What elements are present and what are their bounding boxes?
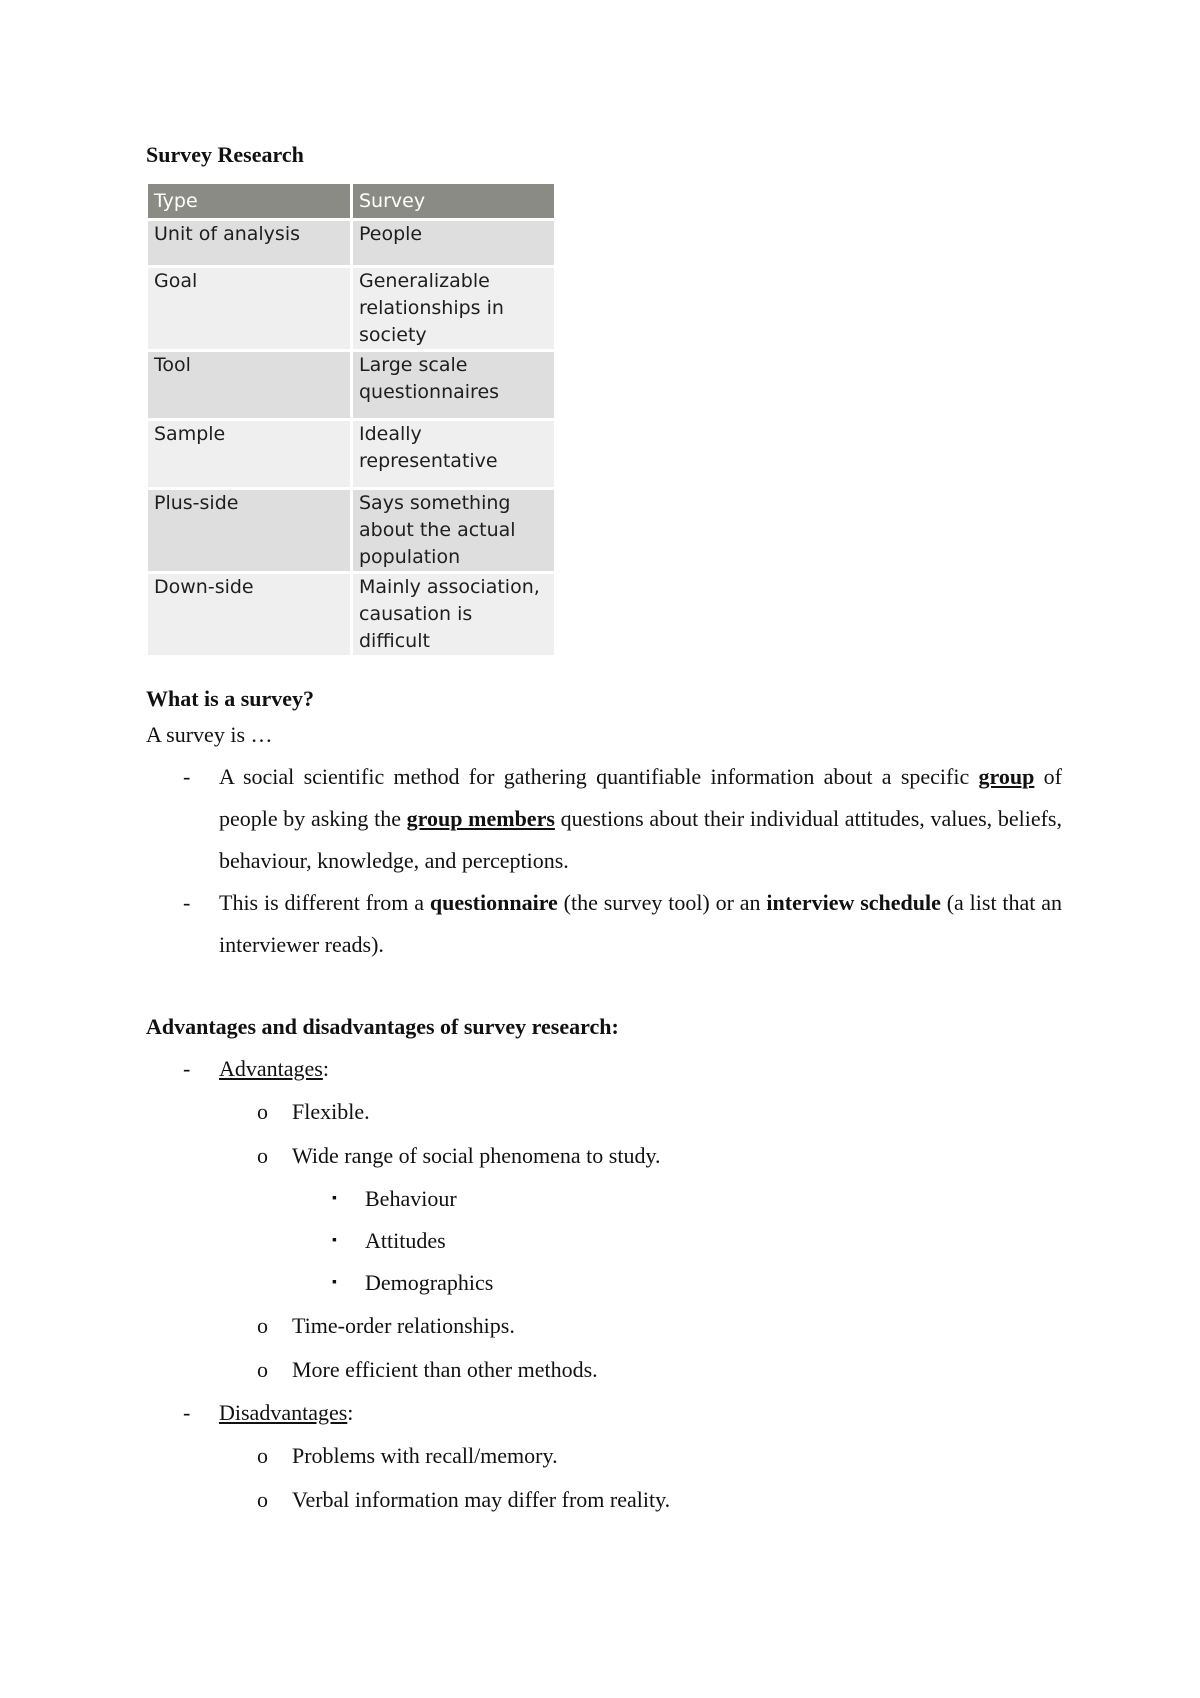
table-header-survey: Survey [353,184,554,218]
table-row [148,268,554,349]
page-title: Survey Research [146,142,304,167]
text-run: (the survey tool) or an [557,890,767,915]
table-cell: Generalizable relationships in society [353,268,554,349]
table-row [148,221,554,265]
colon: : [322,1056,329,1081]
table-cell: Unit of analysis [148,221,353,265]
table-header-type: Type [148,184,353,218]
table-cell: People [353,221,554,265]
advantages-label: Advantages [219,1056,323,1081]
emphasis-group-members: group members [406,806,555,831]
table-cell: Down-side [148,574,353,655]
emphasis-questionnaire: questionnaire [429,890,558,915]
dash-bullet: - [183,890,191,915]
item-text: Time-order relationships. [292,1313,515,1338]
list-item [219,1134,1062,1304]
advantages-disadvantages-list [146,1048,1062,1522]
list-item [219,1304,1062,1348]
text-run: (a list that an interviewer reads). [219,890,1062,957]
list-item [219,1434,1062,1478]
list-item [219,1090,1062,1134]
square-bullet: ▪ [332,1275,337,1290]
table-row [148,574,554,655]
disadvantages-sublist [219,1434,1062,1522]
list-item [292,1178,1062,1220]
item-text: Behaviour [365,1186,457,1211]
section-heading-advantages: Advantages and disadvantages of survey research: [146,1014,619,1039]
dash-bullet: - [183,1400,191,1425]
o-bullet: o [257,1443,268,1468]
table-cell: Tool [148,352,353,418]
table-row [148,352,554,418]
table-row [148,421,554,487]
survey-intro: A survey is … [146,722,273,747]
table-cell: Plus-side [148,490,353,571]
item-text: Attitudes [365,1228,446,1253]
list-item [219,1478,1062,1522]
table-cell: Large scale questionnaires [353,352,554,418]
item-text: Flexible. [292,1099,370,1124]
o-bullet: o [257,1099,268,1124]
list-item [146,882,1062,966]
square-bullet: ▪ [332,1191,337,1206]
table-cell: Sample [148,421,353,487]
disadvantages-label: Disadvantages [219,1400,348,1425]
item-text: Problems with recall/memory. [292,1443,558,1468]
o-bullet: o [257,1313,268,1338]
table-cell: Ideally representative [353,421,554,487]
document-page [146,140,1062,1522]
text-run: A social scientific method for gathering quantifiable information about a specific [219,764,979,789]
text-run: of people by asking the [219,764,1063,831]
dash-bullet: - [183,1056,191,1081]
definition-list [146,756,1062,966]
phenomena-sublist [292,1178,1062,1304]
item-text: Verbal information may differ from reality. [292,1487,671,1512]
dash-bullet: - [183,764,191,789]
text-run: This is different from a [219,890,430,915]
item-text: Demographics [365,1270,494,1295]
section-heading-what: What is a survey? [146,686,315,711]
list-item-disadvantages [146,1392,1062,1522]
list-item-advantages [146,1048,1062,1392]
item-text: More efficient than other methods. [292,1357,598,1382]
o-bullet: o [257,1143,268,1168]
colon: : [347,1400,354,1425]
item-text: Wide range of social phenomena to study. [292,1143,661,1168]
text-run: questions about their individual attitudes, values, beliefs, behaviour, knowledge, and perceptions. [219,806,1062,873]
o-bullet: o [257,1357,268,1382]
list-item [219,1348,1062,1392]
table-cell: Goal [148,268,353,349]
advantages-sublist [219,1090,1062,1392]
table-cell: Mainly association, causation is difficult [353,574,554,655]
table-row [148,490,554,571]
list-item [292,1220,1062,1262]
list-item [146,756,1062,882]
list-item [292,1262,1062,1304]
o-bullet: o [257,1487,268,1512]
table-header-row [148,184,554,218]
emphasis-interview-schedule: interview schedule [766,890,941,915]
square-bullet: ▪ [332,1233,337,1248]
emphasis-group: group [978,764,1035,789]
summary-table [148,181,554,658]
table-cell: Says something about the actual population [353,490,554,571]
